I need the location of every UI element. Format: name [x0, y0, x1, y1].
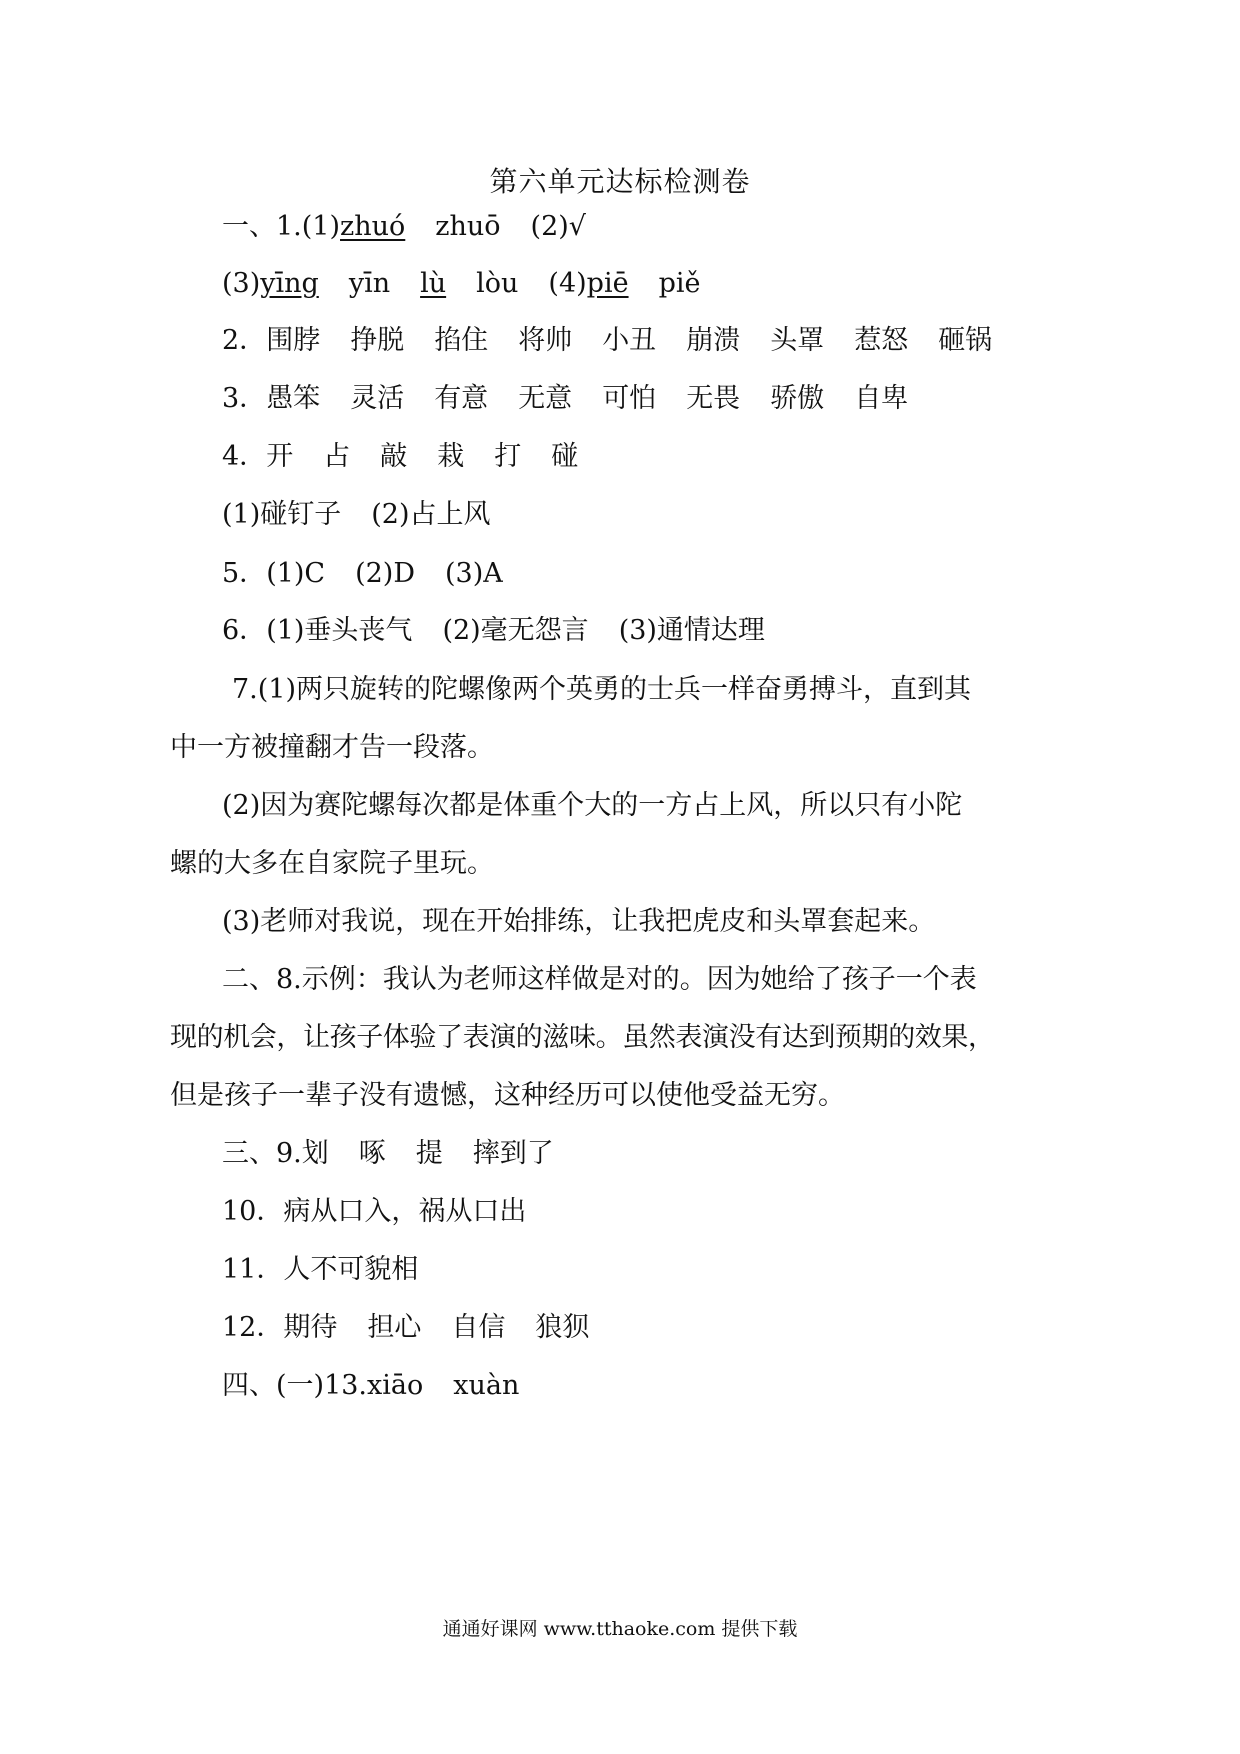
q5-c: (3)A [445, 558, 503, 589]
answer-q7-p1-line2: 中一方被撞翻才告一段落。 [170, 732, 494, 763]
q3-word: 自卑 [854, 383, 909, 414]
q3-word: 有意 [434, 383, 489, 414]
q3-word: 无畏 [686, 383, 741, 414]
q13-b: xuàn [453, 1370, 520, 1401]
q1-p3-c: lù [420, 268, 447, 299]
q4-word: 占 [323, 441, 351, 472]
q4-number: 4． [222, 441, 267, 472]
answer-q1-line2 [222, 270, 700, 297]
q10-text: 病从口入，祸从口出 [283, 1196, 527, 1227]
q9-word: 提 [415, 1138, 443, 1169]
q3-word: 灵活 [350, 383, 405, 414]
answer-q8-line1: 二、8.示例：我认为老师这样做是对的。因为她给了孩子一个表 [222, 964, 977, 995]
q10-number: 10． [222, 1196, 284, 1227]
q2-word: 将帅 [518, 325, 573, 356]
q1-p4-f: piě [658, 268, 701, 299]
q9-word: 摔到了 [472, 1138, 554, 1169]
answer-q5 [222, 560, 503, 587]
q13-prefix: 四、(一)13. [222, 1370, 368, 1401]
q2-number: 2． [222, 325, 267, 356]
q1-p4-label: (4) [548, 268, 587, 299]
q5-b: (2)D [355, 558, 415, 589]
q6-a: (1)垂头丧气 [266, 615, 413, 646]
q12-word: 自信 [451, 1312, 506, 1343]
answer-q3 [222, 385, 908, 412]
q2-word: 掐住 [434, 325, 489, 356]
q3-word: 愚笨 [266, 383, 321, 414]
q1-prefix: 一、1.(1) [222, 211, 341, 242]
answer-q7-p3: (3)老师对我说，现在开始排练，让我把虎皮和头罩套起来。 [222, 906, 936, 937]
answer-q4 [222, 443, 578, 470]
q1-p3-b: yīn [348, 268, 391, 299]
answer-q2 [222, 327, 992, 354]
q2-word: 砸锅 [938, 325, 993, 356]
answer-q4-sub [222, 501, 491, 528]
answer-q12 [222, 1314, 589, 1341]
q11-text: 人不可貌相 [283, 1254, 419, 1285]
q3-word: 骄傲 [770, 383, 825, 414]
q9-word: 划 [301, 1138, 329, 1169]
page-footer: 通通好课网 www.tthaoke.com 提供下载 [442, 1618, 798, 1640]
q9-prefix: 三、9. [222, 1138, 302, 1169]
answer-q13 [222, 1372, 519, 1399]
q3-word: 无意 [518, 383, 573, 414]
q1-part2: (2)√ [530, 211, 586, 242]
q2-word: 围脖 [266, 325, 321, 356]
q5-number: 5． [222, 558, 267, 589]
q2-word: 头罩 [770, 325, 825, 356]
q5-a: (1)C [266, 558, 326, 589]
q3-number: 3． [222, 383, 267, 414]
answer-q8-line3: 但是孩子一辈子没有遗憾，这种经历可以使他受益无穷。 [170, 1080, 845, 1111]
answer-q11 [222, 1256, 418, 1283]
answer-q6 [222, 617, 765, 644]
q1-p3-label: (3) [222, 268, 261, 299]
q12-word: 期待 [283, 1312, 338, 1343]
q1-p4-e: piē [586, 268, 629, 299]
answer-q7-p1-line1: 7.(1)两只旋转的陀螺像两个英勇的士兵一样奋勇搏斗，直到其 [232, 674, 972, 705]
q1-p3-a: yīng [260, 268, 319, 299]
q6-c: (3)通情达理 [618, 615, 765, 646]
q12-number: 12． [222, 1312, 284, 1343]
q2-word: 崩溃 [686, 325, 741, 356]
answer-q9 [222, 1140, 554, 1167]
q6-number: 6． [222, 615, 267, 646]
answer-q1-line1 [222, 213, 586, 240]
q2-word: 惹怒 [854, 325, 909, 356]
q3-word: 可怕 [602, 383, 657, 414]
q4-word: 开 [266, 441, 294, 472]
q1-p3-d: lòu [476, 268, 519, 299]
q2-word: 小丑 [602, 325, 657, 356]
q9-word: 啄 [358, 1138, 386, 1169]
q11-number: 11． [222, 1254, 284, 1285]
q4-word: 栽 [437, 441, 465, 472]
q4-word: 打 [494, 441, 522, 472]
answer-q10 [222, 1198, 526, 1225]
q2-word: 挣脱 [350, 325, 405, 356]
q6-b: (2)毫无怨言 [442, 615, 589, 646]
q1-pinyin-b: zhuō [435, 211, 501, 242]
q4-word: 敲 [380, 441, 408, 472]
q4-sub-b: (2)占上风 [371, 499, 491, 530]
q4-word: 碰 [551, 441, 579, 472]
answer-q7-p2-line1: (2)因为赛陀螺每次都是体重个大的一方占上风，所以只有小陀 [222, 790, 963, 821]
q1-pinyin-a: zhuó [340, 211, 406, 242]
page-title: 第六单元达标检测卷 [489, 165, 751, 198]
q12-word: 狼狈 [535, 1312, 590, 1343]
answer-q8-line2: 现的机会，让孩子体验了表演的滋味。虽然表演没有达到预期的效果， [170, 1022, 995, 1053]
answer-q7-p2-line2: 螺的大多在自家院子里玩。 [170, 848, 494, 879]
q12-word: 担心 [367, 1312, 422, 1343]
q13-a: xiāo [367, 1370, 424, 1401]
q4-sub-a: (1)碰钉子 [222, 499, 342, 530]
